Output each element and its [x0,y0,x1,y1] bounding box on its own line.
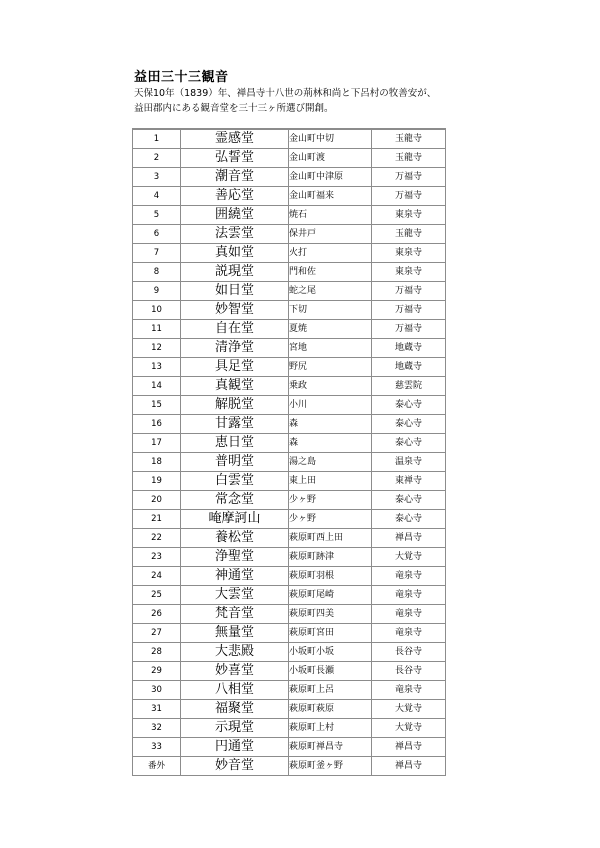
temple-cell: 泰心寺 [372,415,446,434]
hall-name-cell: 妙喜堂 [181,662,289,681]
number-cell: 26 [133,605,181,624]
table-row [133,529,446,548]
number-cell: 20 [133,491,181,510]
temple-cell: 長谷寺 [372,662,446,681]
number-cell: 12 [133,339,181,358]
location-cell: 火打 [289,244,372,263]
hall-name-cell: 善応堂 [181,187,289,206]
location-cell: 萩原町萩原 [289,700,372,719]
hall-name-cell: 具足堂 [181,358,289,377]
location-cell: 東上田 [289,472,372,491]
hall-name-cell: 真観堂 [181,377,289,396]
hall-name-cell: 解脱堂 [181,396,289,415]
temple-cell: 東泉寺 [372,263,446,282]
location-cell: 乗政 [289,377,372,396]
location-cell: 金山町中津原 [289,168,372,187]
temple-cell: 玉龍寺 [372,225,446,244]
number-cell: 9 [133,282,181,301]
hall-name-cell: 常念堂 [181,491,289,510]
hall-name-cell: 妙智堂 [181,301,289,320]
hall-name-cell: 霊感堂 [181,129,289,149]
temple-cell: 泰心寺 [372,491,446,510]
location-cell: 金山町渡 [289,149,372,168]
hall-name-cell: 囲繞堂 [181,206,289,225]
table-row [133,662,446,681]
number-cell: 4 [133,187,181,206]
temple-cell: 地蔵寺 [372,358,446,377]
location-cell: 小坂町小坂 [289,643,372,662]
number-cell: 24 [133,567,181,586]
temple-cell: 万福寺 [372,320,446,339]
hall-name-cell: 円通堂 [181,738,289,757]
number-cell: 8 [133,263,181,282]
number-cell: 11 [133,320,181,339]
temple-cell: 大覚寺 [372,548,446,567]
number-cell: 16 [133,415,181,434]
temple-cell: 東禅寺 [372,472,446,491]
location-cell: 萩原町宮田 [289,624,372,643]
kannon-table [132,128,446,776]
hall-name-cell: 恵日堂 [181,434,289,453]
temple-cell: 禅昌寺 [372,738,446,757]
number-cell: 14 [133,377,181,396]
number-cell: 22 [133,529,181,548]
temple-cell: 泰心寺 [372,396,446,415]
number-cell: 21 [133,510,181,529]
hall-name-cell: 養松堂 [181,529,289,548]
table-row [133,605,446,624]
table-row [133,263,446,282]
temple-cell: 竜泉寺 [372,624,446,643]
table-row [133,149,446,168]
table-row [133,225,446,244]
hall-name-cell: 自在堂 [181,320,289,339]
temple-cell: 万福寺 [372,187,446,206]
location-cell: 森 [289,415,372,434]
number-cell: 30 [133,681,181,700]
temple-cell: 大覚寺 [372,719,446,738]
temple-cell: 東泉寺 [372,206,446,225]
hall-name-cell: 弘誓堂 [181,149,289,168]
number-cell: 19 [133,472,181,491]
location-cell: 萩原町禅昌寺 [289,738,372,757]
temple-cell: 万福寺 [372,301,446,320]
hall-name-cell: 甘露堂 [181,415,289,434]
hall-name-cell: 示現堂 [181,719,289,738]
temple-cell: 泰心寺 [372,434,446,453]
location-cell: 宮地 [289,339,372,358]
table-row [133,339,446,358]
table-row [133,548,446,567]
number-cell: 27 [133,624,181,643]
table-row [133,129,446,149]
location-cell: 下切 [289,301,372,320]
temple-cell: 玉龍寺 [372,149,446,168]
table-row [133,719,446,738]
temple-cell: 泰心寺 [372,510,446,529]
hall-name-cell: 説現堂 [181,263,289,282]
temple-cell: 大覚寺 [372,700,446,719]
number-cell: 33 [133,738,181,757]
table-row [133,491,446,510]
table-row [133,510,446,529]
temple-cell: 慈雲院 [372,377,446,396]
table-row [133,643,446,662]
page-title: 益田三十三観音 [134,70,229,85]
location-cell: 小坂町長瀬 [289,662,372,681]
location-cell: 森 [289,434,372,453]
number-cell: 1 [133,129,181,149]
location-cell: 保井戸 [289,225,372,244]
location-cell: 金山町福来 [289,187,372,206]
temple-cell: 竜泉寺 [372,605,446,624]
number-cell: 3 [133,168,181,187]
table-row [133,681,446,700]
number-cell: 6 [133,225,181,244]
location-cell: 野尻 [289,358,372,377]
hall-name-cell: 福聚堂 [181,700,289,719]
location-cell: 少ヶ野 [289,510,372,529]
table-row [133,244,446,263]
temple-cell: 禅昌寺 [372,529,446,548]
temple-cell: 竜泉寺 [372,681,446,700]
hall-name-cell: 神通堂 [181,567,289,586]
location-cell: 萩原町羽根 [289,567,372,586]
number-cell: 13 [133,358,181,377]
table-row [133,700,446,719]
temple-cell: 長谷寺 [372,643,446,662]
location-cell: 萩原町西上田 [289,529,372,548]
hall-name-cell: 唵摩訶山 [181,510,289,529]
location-cell: 蛇之尾 [289,282,372,301]
hall-name-cell: 潮音堂 [181,168,289,187]
hall-name-cell: 大雲堂 [181,586,289,605]
location-cell: 萩原町尾崎 [289,586,372,605]
hall-name-cell: 白雲堂 [181,472,289,491]
hall-name-cell: 如日堂 [181,282,289,301]
hall-name-cell: 梵音堂 [181,605,289,624]
hall-name-cell: 八相堂 [181,681,289,700]
number-cell: 32 [133,719,181,738]
temple-cell: 温泉寺 [372,453,446,472]
temple-cell: 地蔵寺 [372,339,446,358]
hall-name-cell: 大悲殿 [181,643,289,662]
location-cell: 夏焼 [289,320,372,339]
hall-name-cell: 妙音堂 [181,757,289,776]
table-body [133,129,446,776]
number-cell: 15 [133,396,181,415]
number-cell: 31 [133,700,181,719]
location-cell: 小川 [289,396,372,415]
location-cell: 萩原町上呂 [289,681,372,700]
intro-line: 天保10年（1839）年、禅昌寺十八世の荊林和尚と下呂村の牧善安が、 [134,88,437,99]
location-cell: 少ヶ野 [289,491,372,510]
table-row [133,396,446,415]
table-row [133,282,446,301]
table-row [133,757,446,776]
table-row [133,301,446,320]
intro-paragraph [134,86,574,116]
temple-cell: 竜泉寺 [372,567,446,586]
table-row [133,168,446,187]
hall-name-cell: 浄聖堂 [181,548,289,567]
number-cell: 7 [133,244,181,263]
hall-name-cell: 真如堂 [181,244,289,263]
number-cell: 17 [133,434,181,453]
number-cell: 番外 [133,757,181,776]
location-cell: 門和佐 [289,263,372,282]
hall-name-cell: 清浄堂 [181,339,289,358]
number-cell: 29 [133,662,181,681]
table-row [133,187,446,206]
location-cell: 萩原町上村 [289,719,372,738]
temple-cell: 東泉寺 [372,244,446,263]
table-row [133,567,446,586]
number-cell: 23 [133,548,181,567]
location-cell: 萩原町跡津 [289,548,372,567]
table-row [133,434,446,453]
table-row [133,377,446,396]
table-row [133,453,446,472]
location-cell: 萩原町四美 [289,605,372,624]
temple-cell: 竜泉寺 [372,586,446,605]
temple-cell: 万福寺 [372,168,446,187]
location-cell: 湯之島 [289,453,372,472]
temple-cell: 禅昌寺 [372,757,446,776]
table-row [133,358,446,377]
location-cell: 金山町中切 [289,129,372,149]
table-row [133,624,446,643]
temple-cell: 万福寺 [372,282,446,301]
number-cell: 2 [133,149,181,168]
table-row [133,206,446,225]
temple-cell: 玉龍寺 [372,129,446,149]
number-cell: 10 [133,301,181,320]
number-cell: 25 [133,586,181,605]
location-cell: 萩原町釜ヶ野 [289,757,372,776]
number-cell: 28 [133,643,181,662]
hall-name-cell: 普明堂 [181,453,289,472]
hall-name-cell: 無量堂 [181,624,289,643]
intro-line: 益田郡内にある観音堂を三十三ヶ所選び開創。 [134,103,334,114]
location-cell: 焼石 [289,206,372,225]
table-row [133,415,446,434]
table-row [133,738,446,757]
number-cell: 18 [133,453,181,472]
table-row [133,586,446,605]
table-row [133,320,446,339]
hall-name-cell: 法雲堂 [181,225,289,244]
number-cell: 5 [133,206,181,225]
table-row [133,472,446,491]
